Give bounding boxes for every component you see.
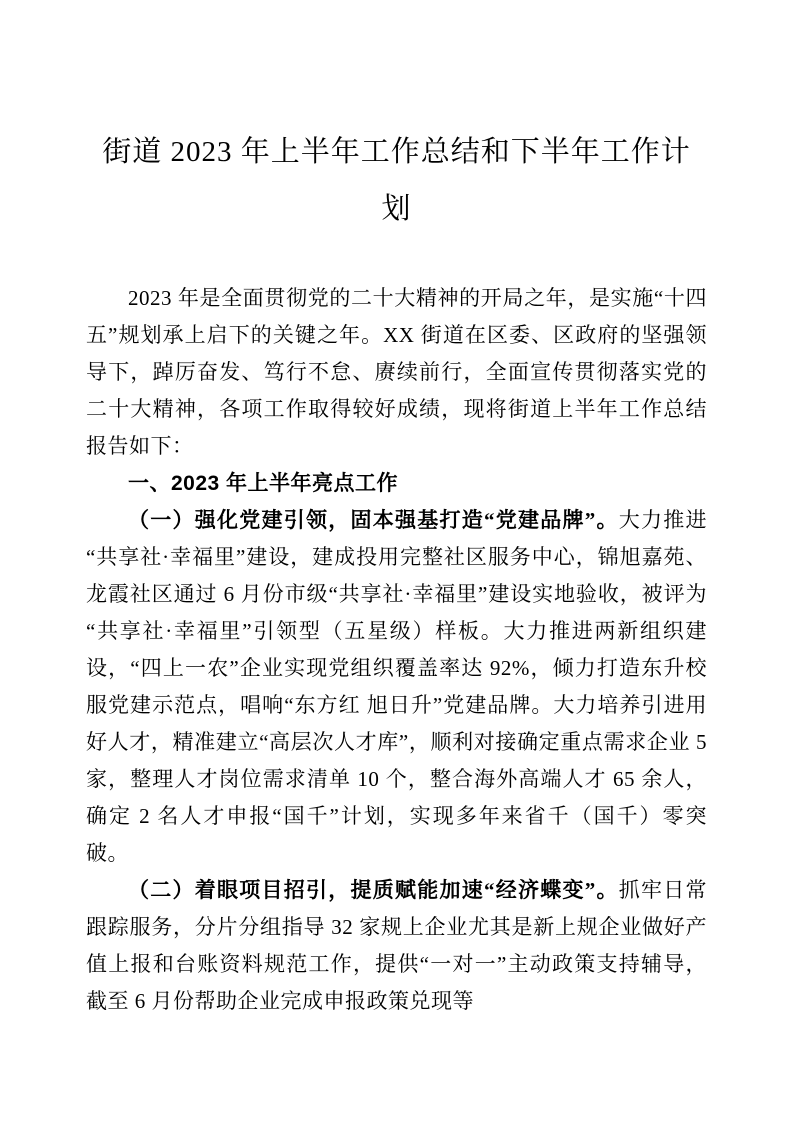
item-2-body: 抓牢日常跟踪服务，分片分组指导 32 家规上企业尤其是新上规企业做好产值上报和台账资料规范工作，提供“一对一”主动政策支持辅导，截至 6 月份帮助企业完成申报政策兑现等 [86,878,707,1013]
item-2-paragraph [86,872,707,1020]
intro-paragraph: 2023 年是全面贯彻党的二十大精神的开局之年，是实施“十四五”规划承上启下的关键之年。XX 街道在区委、区政府的坚强领导下，踔厉奋发、笃行不怠、赓续前行，全面宣传贯彻落实党的二十大精神，各项工作取得较好成绩，现将街道上半年工作总结报告如下： [86,286,707,458]
item-2-lead: （二）着眼项目招引，提质赋能加速“经济蝶变”。 [128,878,619,902]
item-1-paragraph [86,502,707,872]
item-1-lead: （一）强化党建引领，固本强基打造“党建品牌”。 [128,508,619,532]
document-title: 街道 2023 年上半年工作总结和下半年工作计划 [102,136,691,225]
section-1-heading: 一、2023 年上半年亮点工作 [128,472,399,495]
item-1-body: 大力推进“共享社·幸福里”建设，建成投用完整社区服务中心，锦旭嘉苑、龙霞社区通过 6 月份市级“共享社·幸福里”建设实地验收，被评为“共享社·幸福里”引领型（五星级）样板。大力推进两新组织建设，“四上一农”企业实现党组织覆盖率达 92%，倾力打造东升校服党建示范点，唱响“东方红 旭日升”党建品牌。大力培养引进用好人才，精准建立“高层次人才库”，顺利对接确定重点需求企业 5 家，整理人才岗位需求清单 10 个，整合海外高端人才 65 余人，确定 2 名人才申报“国千”计划，实现多年来省千（国千）零突破。 [86,508,707,865]
